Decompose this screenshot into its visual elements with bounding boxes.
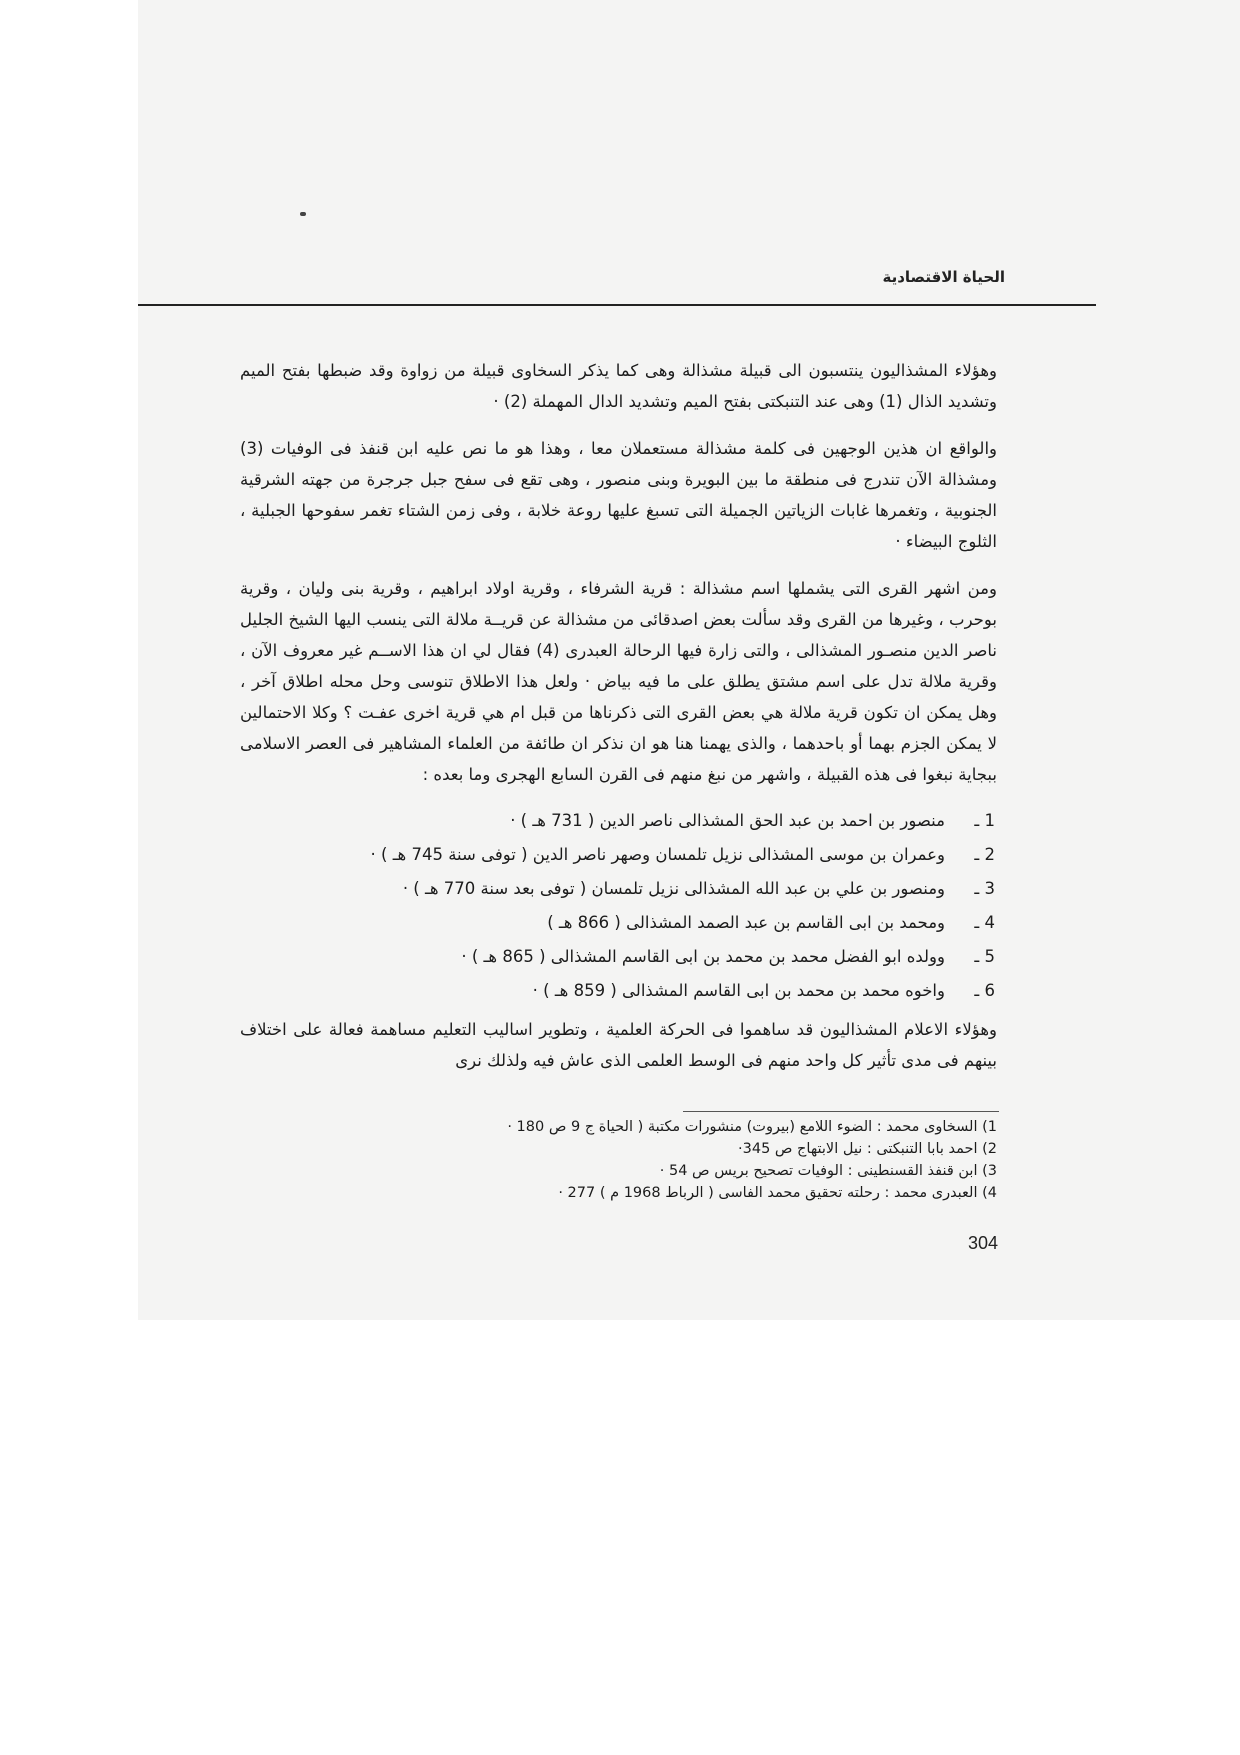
closing-paragraph: وهؤلاء الاعلام المشذاليون قد ساهموا فى الحركة العلمية ، وتطوير اساليب التعليم مساهمة فعالة على اختلاف بينهم فى مدى تأثير كل واحد منهم فى الوسط العلمى الذى عاش فيه ولذلك نرى — [240, 1020, 997, 1070]
footnotes — [360, 1116, 997, 1204]
page-number: 304 — [968, 1233, 999, 1253]
list-number: 1 ـ — [974, 811, 995, 830]
list-number: 5 ـ — [974, 947, 995, 966]
list-item — [240, 806, 997, 836]
footnote-rule — [683, 1111, 999, 1112]
scan-speck — [300, 212, 306, 216]
footnote: 3) ابن قنفذ القسنطينى : الوفيات تصحيح بريس ص 54 · — [659, 1163, 997, 1179]
scholars-list — [240, 806, 997, 1006]
list-item — [240, 874, 997, 904]
list-number: 3 ـ — [974, 879, 995, 898]
footnote: 1) السخاوى محمد : الضوء اللامع (بيروت) منشورات مكتبة ( الحياة ج 9 ص 180 · — [507, 1119, 997, 1135]
list-item — [240, 840, 997, 870]
paragraph: وهؤلاء المشذاليون ينتسبون الى قبيلة مشذالة وهى كما يذكر السخاوى قبيلة من زواوة وقد ضبطها بفتح الميم وتشديد الذال (1) وهى عند التنبكتى بفتح الميم وتشديد الدال المهملة (2) · — [240, 361, 997, 411]
list-text: واخوه محمد بن محمد بن ابى القاسم المشذالى ( 859 هـ ) · — [532, 981, 945, 1000]
list-number: 4 ـ — [974, 913, 995, 932]
list-number: 6 ـ — [974, 981, 995, 1000]
list-item — [240, 908, 997, 938]
header-rule — [138, 304, 1096, 306]
list-number: 2 ـ — [974, 845, 995, 864]
footnote: 4) العبدرى محمد : رحلته تحقيق محمد الفاسى ( الرباط 1968 م ) 277 · — [558, 1185, 997, 1201]
paragraph: ومن اشهر القرى التى يشملها اسم مشذالة : قرية الشرفاء ، وقرية اولاد ابراهيم ، وقرية بنى وليان ، وقرية بوحرب ، وغيرها من القرى وقد سألت بعض اصدقائى من مشذالة عن قريــة ملالة التى ينسب اليها الشيخ الجليل ناصر الدين منصـور المشذالى ، والتى زارة فيها الرحالة العبدرى (4) فقال لي ان هذا الاســم غير معروف الآن ، وقرية ملالة تدل على اسم مشتق يطلق على ما فيه بياض · ولعل هذا الاطلاق تنوسى وحل محله اطلاق آخر ، وهل يمكن ان تكون قرية ملالة هي بعض القرى التى ذكرناها من قبل ام هي قرية اخرى عفـت ؟ وكلا الاحتمالين لا يمكن الجزم بهما أو باحدهما ، والذى يهمنا هنا هو ان نذكر ان طائفة من العلماء المشاهير فى العصر الاسلامى ببجاية نبغوا فى هذه القبيلة ، واشهر من نبغ منهم فى القرن السابع الهجرى وما بعده : — [240, 579, 997, 784]
list-text: منصور بن احمد بن عبد الحق المشذالى ناصر الدين ( 731 هـ ) · — [510, 811, 945, 830]
list-text: وعمران بن موسى المشذالى نزيل تلمسان وصهر ناصر الدين ( توفى سنة 745 هـ ) · — [370, 845, 945, 864]
paragraph: والواقع ان هذين الوجهين فى كلمة مشذالة مستعملان معا ، وهذا هو ما نص عليه ابن قنفذ فى الوفيات (3) ومشذالة الآن تندرج فى منطقة ما بين البويرة وبنى منصور ، وهى تقع فى سفح جبل جرجرة من جهته الشرقية الجنوبية ، وتغمرها غابات الزياتين الجميلة التى تسبغ عليها روعة خلابة ، وفى زمن الشتاء تغمر سفوحها الجبلية ، الثلوج البيضاء · — [240, 439, 997, 551]
footnote: 2) احمد بابا التنبكتى : نيل الابتهاج ص 345· — [738, 1141, 997, 1157]
list-item — [240, 942, 997, 972]
list-text: ومنصور بن علي بن عبد الله المشذالى نزيل تلمسان ( توفى بعد سنة 770 هـ ) · — [402, 879, 945, 898]
running-header: الحياة الاقتصادية — [882, 268, 1005, 286]
page-margin — [138, 1320, 1240, 1755]
list-item — [240, 976, 997, 1006]
list-text: ومحمد بن ابى القاسم بن عبد الصمد المشذالى ( 866 هـ ) — [547, 913, 945, 932]
body-text — [240, 355, 997, 1092]
list-text: وولده ابو الفضل محمد بن محمد بن ابى القاسم المشذالى ( 865 هـ ) · — [461, 947, 945, 966]
